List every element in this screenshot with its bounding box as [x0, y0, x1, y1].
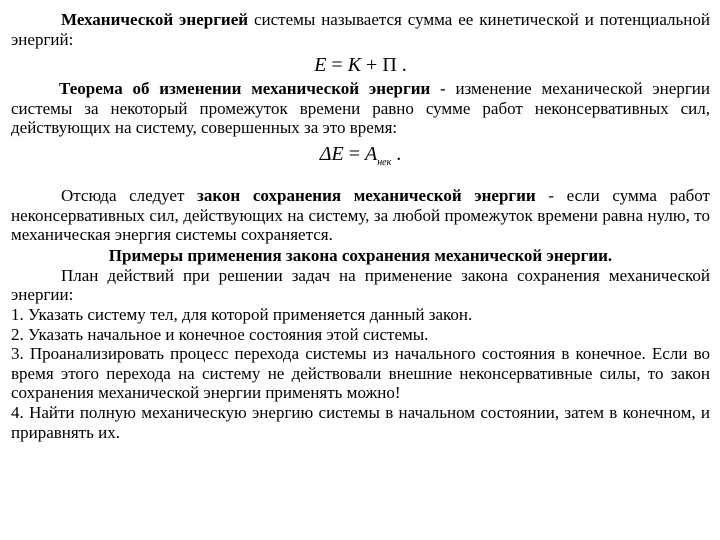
formula-delta-e: ΔE: [319, 142, 344, 165]
formula-subscript: нек: [377, 156, 392, 168]
formula-period: .: [396, 54, 407, 77]
list-item: 2. Указать начальное и конечное состояния этой системы.: [11, 324, 429, 344]
plan-intro: План действий при решении задач на применение закона сохранения механической энергии:: [11, 265, 710, 305]
paragraph-theorem: [11, 79, 710, 138]
formula-e: E: [314, 54, 327, 77]
formula-total-energy: [11, 53, 710, 77]
formula-period-2: .: [391, 142, 402, 165]
term-mechanical-energy: Механической энергией: [61, 10, 249, 29]
paragraph-conservation-law: [11, 186, 710, 245]
term-conservation-law: закон сохранения механической энергии: [197, 185, 536, 205]
law-intro: Отсюда следует: [61, 185, 198, 205]
formula-p: П: [382, 54, 397, 77]
document-page: [11, 10, 710, 442]
list-item: 1. Указать систему тел, для которой применяется данный закон.: [11, 304, 473, 324]
law-text: - если сумма работ неконсервативных сил, действующих на систему, за любой промежуток времени равна нулю, то механическая энергия системы сохраняется.: [11, 185, 710, 245]
formula-plus: +: [361, 54, 383, 77]
formula-work: A: [364, 142, 378, 165]
term-theorem: Теорема об изменении механической энергии: [59, 79, 431, 99]
formula-equals: =: [326, 54, 348, 77]
section-heading: Примеры применения закона сохранения механической энергии.: [108, 245, 613, 265]
formula-equals-2: =: [343, 142, 365, 165]
formula-energy-change: [11, 142, 710, 175]
list-item: 4. Найти полную механическую энергию системы в начальном состоянии, затем в конечном, и приравнять их.: [11, 402, 710, 442]
list-item: 3. Проанализировать процесс перехода системы из начального состояния в конечное. Если во время этого перехода на систему не действовали внешние неконсервативные силы, то закон сохранения механической энергии применять можно!: [11, 344, 710, 403]
theorem-text: - изменение механической энергии системы за некоторый промежуток времени равно сумме работ неконсервативных сил, действующих на систему, совершенных за это время:: [11, 79, 710, 138]
definition-text: системы называется сумма ее кинетической и потенциальной энергий:: [11, 10, 710, 49]
formula-k: K: [347, 54, 362, 77]
paragraph-mechanical-energy-definition: [11, 10, 710, 49]
